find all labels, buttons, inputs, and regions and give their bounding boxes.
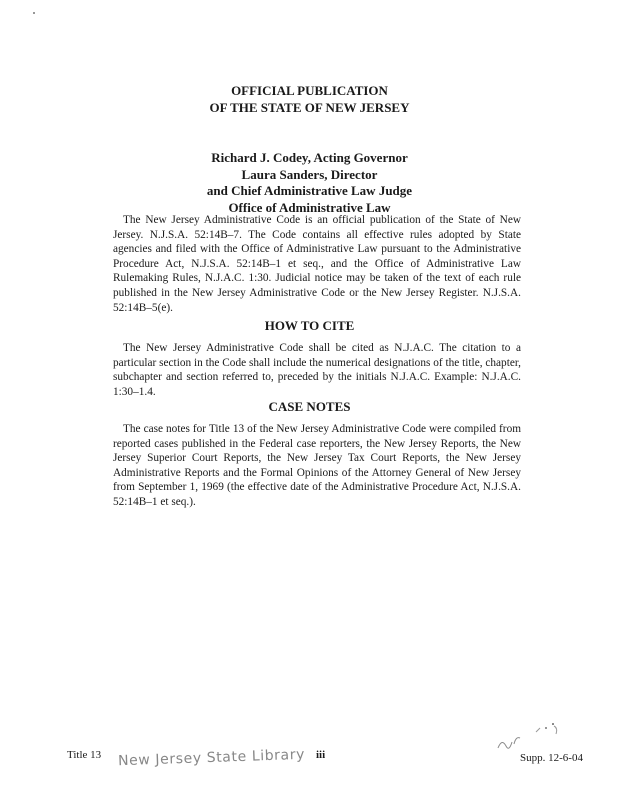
scan-speck	[33, 12, 35, 14]
scan-speck	[545, 727, 547, 729]
how-to-cite-paragraph	[113, 341, 521, 399]
governor-line: Richard J. Codey, Acting Governor	[211, 150, 408, 165]
office-line: Office of Administrative Law	[228, 199, 391, 215]
title-line-2: OF THE STATE OF NEW JERSEY	[209, 100, 410, 115]
publication-title	[0, 82, 619, 116]
intro-paragraph	[113, 213, 521, 315]
footer-title: Title 13	[67, 749, 102, 761]
footer-supplement: Supp. 12-6-04	[520, 752, 583, 764]
case-notes-text: The case notes for Title 13 of the New Jersey Administrative Code were compiled from reported cases published in the Federal case reporters, the New Jersey Reports, the New Jersey Superior Court Reports, the New Jersey Tax Court Reports, the New Jersey Administrative Reports and the Formal Opinions of the Attorney General of New Jersey from September 1, 1969 (the effective date of the Administrative Procedure Act, N.J.S.A. 52:14B–1 et seq.).	[113, 423, 521, 508]
library-stamp: New Jersey State Library	[117, 746, 306, 770]
footer-page-number: iii	[316, 749, 326, 761]
title-line-1: OFFICIAL PUBLICATION	[231, 83, 388, 98]
how-to-cite-text: The New Jersey Administrative Code shall be cited as N.J.A.C. The citation to a particular section in the Code shall include the numerical designations of the title, chapter, subchapter and section referred to, preceded by the initials N.J.A.C. Example: N.J.A.C. 1:30–1.4.	[113, 342, 521, 398]
scan-speck	[552, 723, 554, 725]
case-notes-heading: CASE NOTES	[268, 399, 351, 414]
intro-text: The New Jersey Administrative Code is an official publication of the State of New Jersey. N.J.S.A. 52:14B–7. The Code contains all effective rules adopted by State agencies and filed with the Office of Administrative Law pursuant to the Administrative Procedure Act, N.J.S.A. 52:14B–1 et seq., and the Office of Administrative Law Rulemaking Rules, N.J.A.C. 1:30. Judicial notice may be taken of the text of each rule published in the New Jersey Administrative Code or the New Jersey Register. N.J.S.A. 52:14B–5(e).	[113, 214, 521, 314]
handwritten-mark-icon	[492, 720, 572, 756]
case-notes-paragraph	[113, 422, 521, 510]
judge-line: and Chief Administrative Law Judge	[206, 183, 413, 198]
director-line: Laura Sanders, Director	[241, 166, 378, 182]
officials-block	[0, 150, 619, 216]
how-to-cite-heading: HOW TO CITE	[264, 318, 355, 333]
